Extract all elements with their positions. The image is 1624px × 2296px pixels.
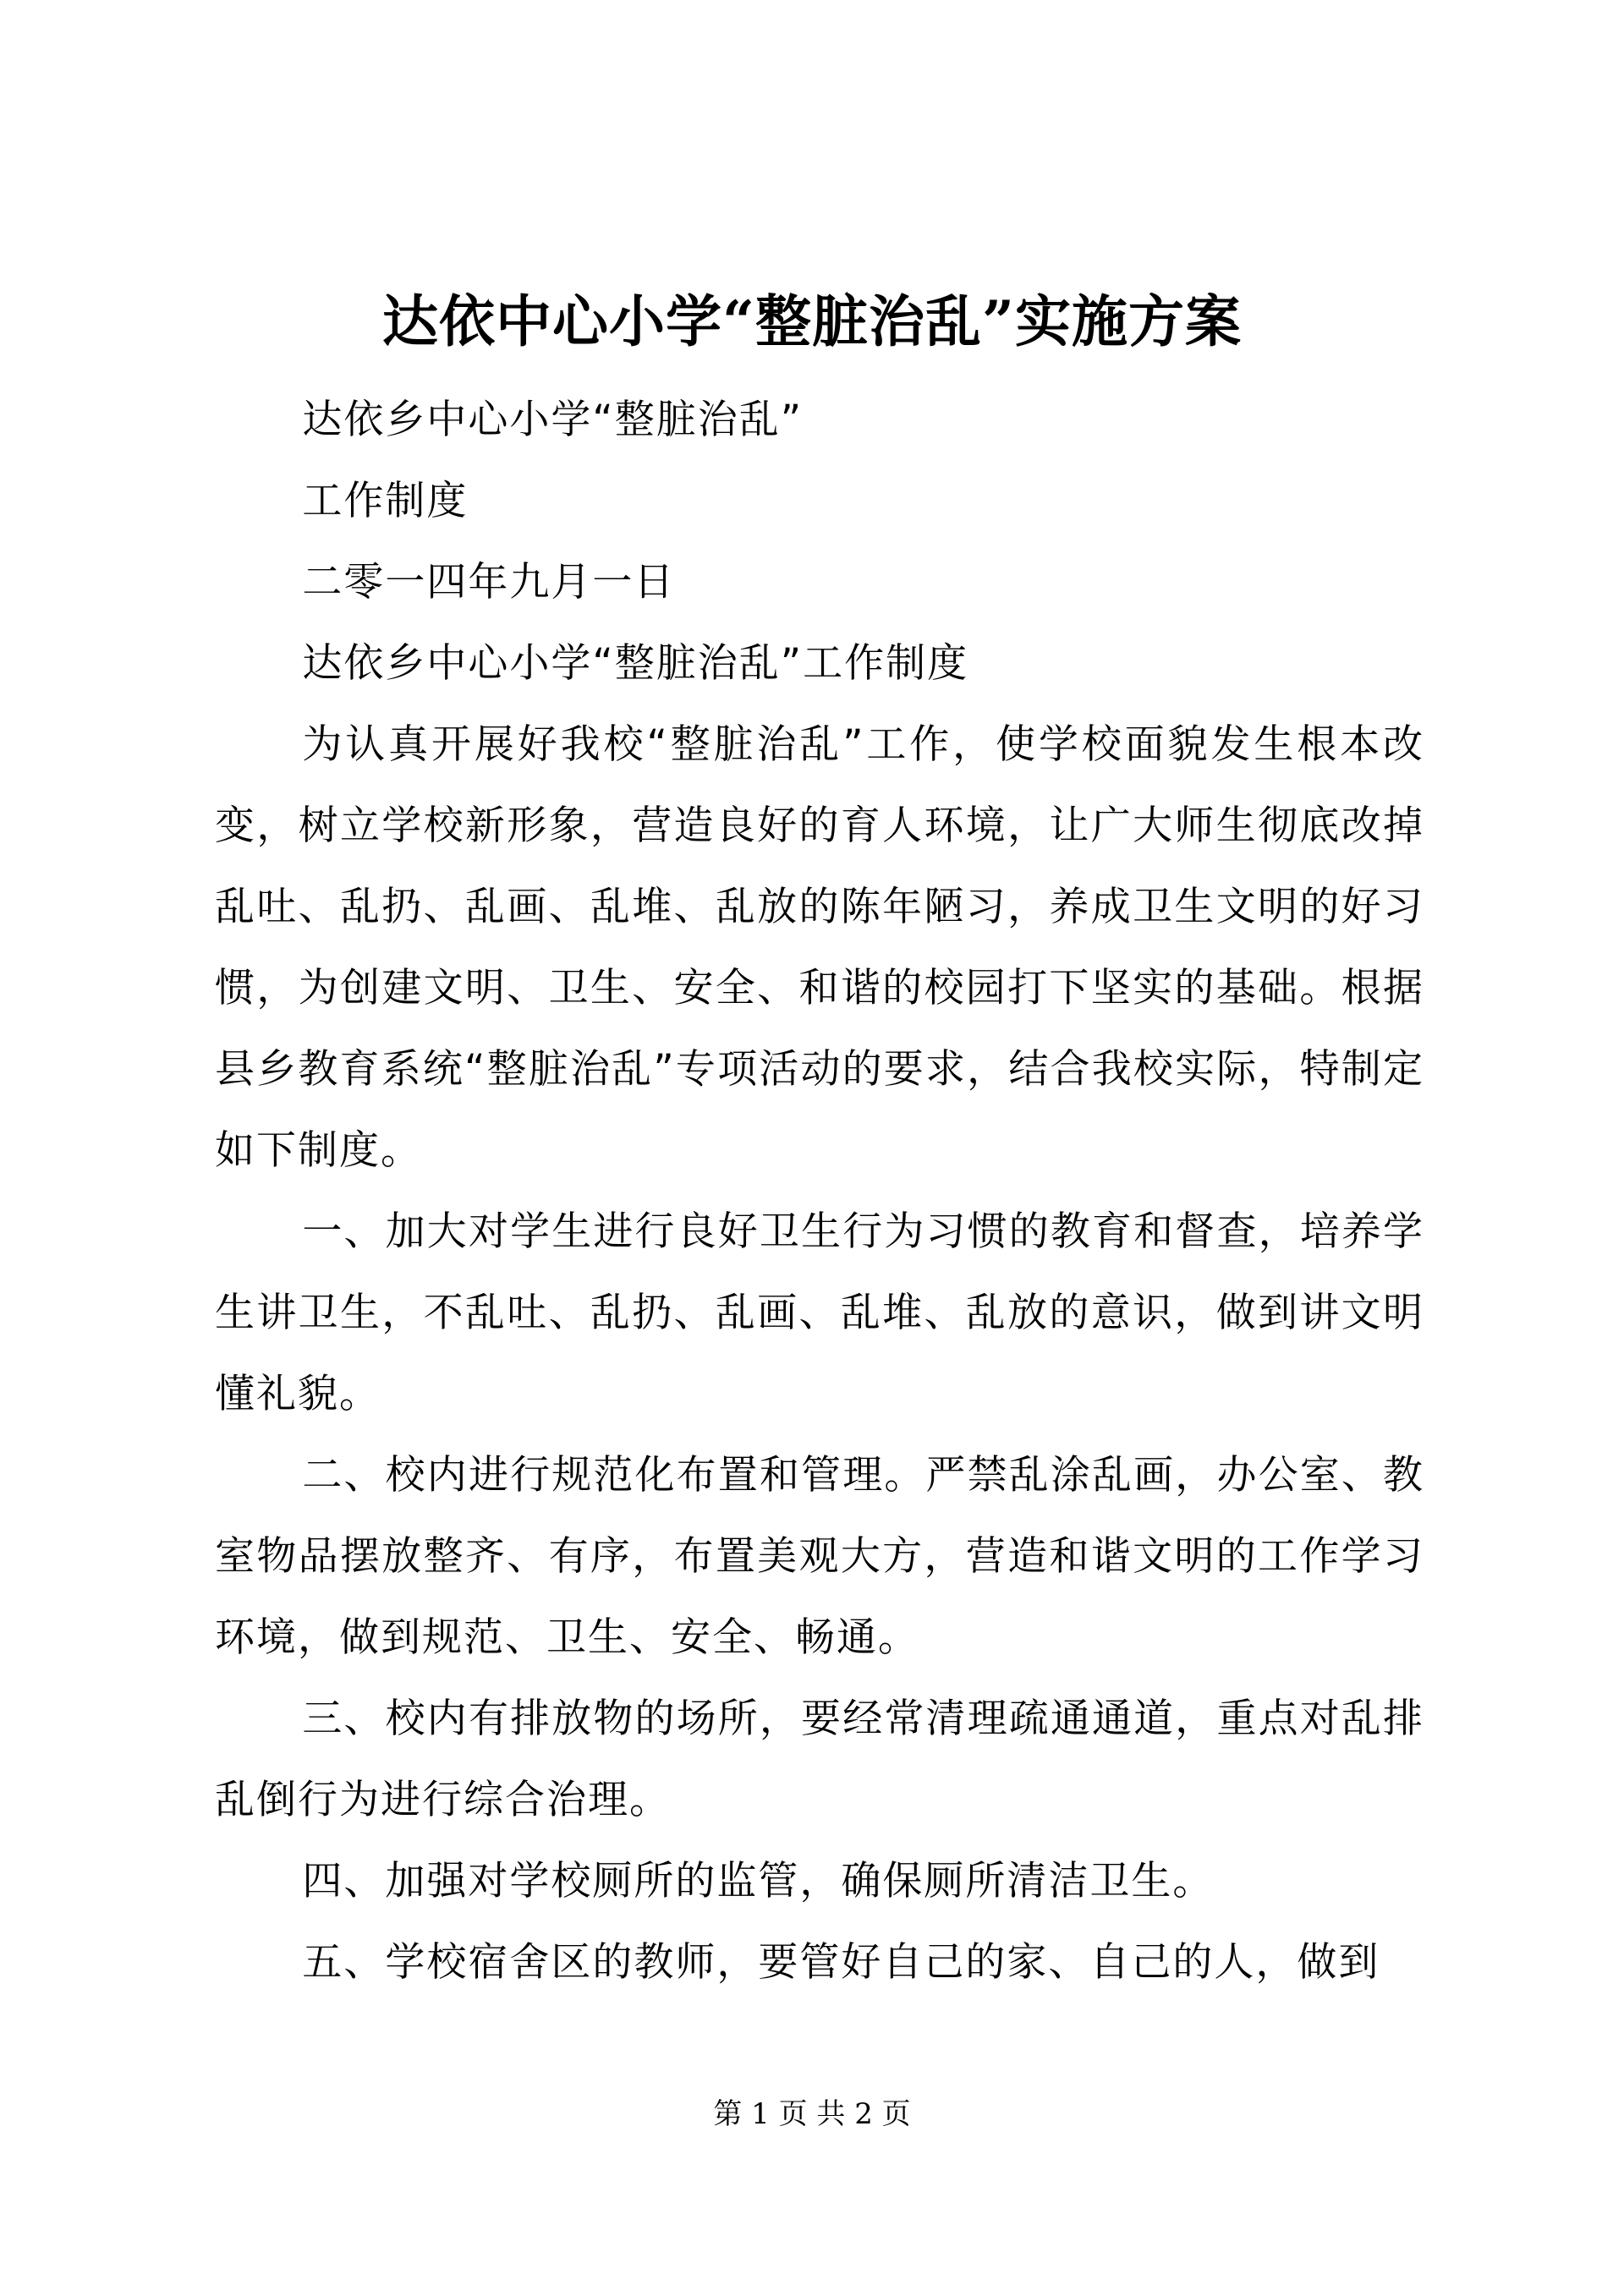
page-footer: 第 1 页 共 2 页 — [713, 2097, 911, 2131]
paragraph-item-1: 一、加大对学生进行良好卫生行为习惯的教育和督查，培养学生讲卫生，不乱吐、乱扔、乱画、乱堆、乱放的意识，做到讲文明懂礼貌。 — [215, 1208, 1424, 1417]
document-title: 达依中心小学“整脏治乱”实施方案 — [382, 288, 1242, 354]
paragraph-subtitle: 达依乡中心小学“整脏治乱”工作制度 — [302, 640, 969, 687]
paragraph-date: 二零一四年九月一日 — [302, 559, 676, 606]
paragraph-item-2: 二、校内进行规范化布置和管理。严禁乱涂乱画，办公室、教室物品摆放整齐、有序，布置美观大方，营造和谐文明的工作学习环境，做到规范、卫生、安全、畅通。 — [215, 1452, 1424, 1661]
paragraph-school-name: 达依乡中心小学“整脏治乱” — [302, 397, 804, 443]
document-body — [215, 380, 1424, 2003]
paragraph-item-3: 三、校内有排放物的场所，要经常清理疏通通道，重点对乱排乱倒行为进行综合治理。 — [215, 1696, 1424, 1823]
paragraph-doc-type: 工作制度 — [302, 478, 469, 524]
paragraph-item-5: 五、学校宿舍区的教师，要管好自己的家、自己的人，做到 — [302, 1939, 1380, 1986]
paragraph-intro: 为认真开展好我校“整脏治乱”工作，使学校面貌发生根本改变，树立学校新形象，营造良好的育人环境，让广大师生彻底改掉乱吐、乱扔、乱画、乱堆、乱放的陈年陋习，养成卫生文明的好习惯，为创建文明、卫生、安全、和谐的校园打下坚实的基础。根据县乡教育系统“整脏治乱”专项活动的要求，结合我校实际，特制定如下制度。 — [215, 721, 1424, 1174]
paragraph-item-4: 四、加强对学校厕所的监管，确保厕所清洁卫生。 — [302, 1858, 1215, 1904]
